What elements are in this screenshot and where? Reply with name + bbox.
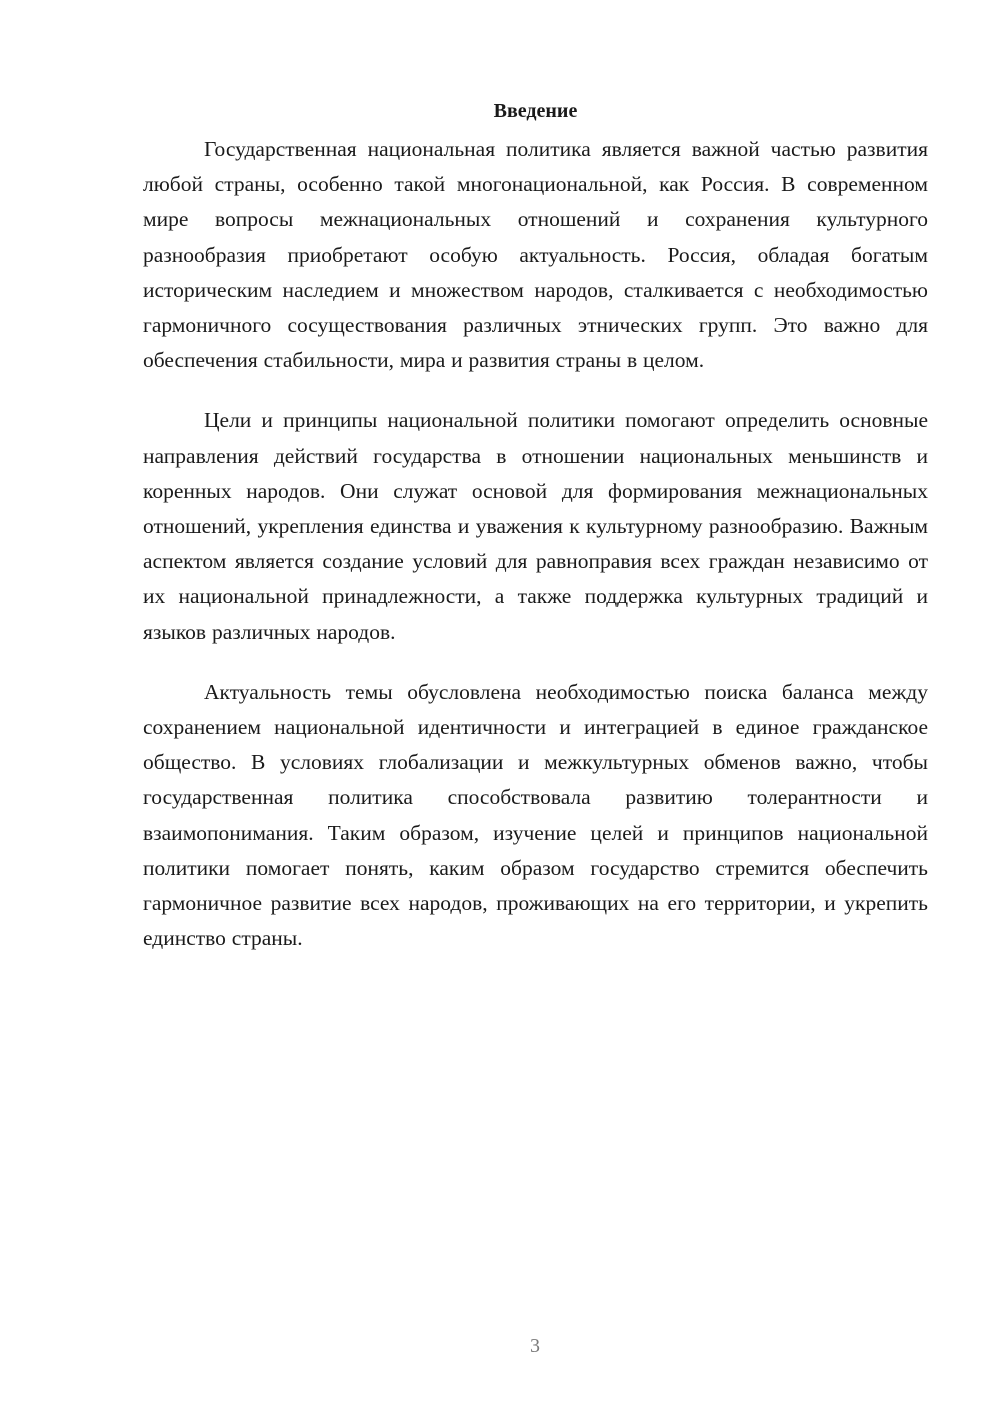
paragraph-3: Актуальность темы обусловлена необходимостью поиска баланса между сохранением национальной идентичности и интеграцией в единое гражданское общество. В условиях глобализации и межкультурных обменов важно, чтобы государственная политика способствовала развитию толерантности и взаимопонимания. Таким образом, изучение целей и принципов национальной политики помогает понять, каким образом государство стремится обеспечить гармоничное развитие всех народов, проживающих на его территории, и укрепить единство страны.	[143, 679, 928, 951]
section-heading: Введение	[493, 100, 578, 122]
paragraph-1: Государственная национальная политика является важной частью развития любой страны, особенно такой многонациональной, как Россия. В современном мире вопросы межнациональных отношений и сохранения культурного разнообразия приобретают особую актуальность. Россия, обладая богатым историческим наследием и множеством народов, сталкивается с необходимостью гармоничного сосуществования различных этнических групп. Это важно для обеспечения стабильности, мира и развития страны в целом.	[143, 137, 928, 373]
page-body	[143, 96, 928, 956]
page-number: 3	[530, 1335, 540, 1357]
paragraph-2: Цели и принципы национальной политики помогают определить основные направления действий государства в отношении национальных меньшинств и коренных народов. Они служат основой для формирования межнациональных отношений, укрепления единства и уважения к культурному разнообразию. Важным аспектом является создание условий для равноправия всех граждан независимо от их национальной принадлежности, а также поддержка культурных традиций и языков различных народов.	[143, 408, 928, 644]
